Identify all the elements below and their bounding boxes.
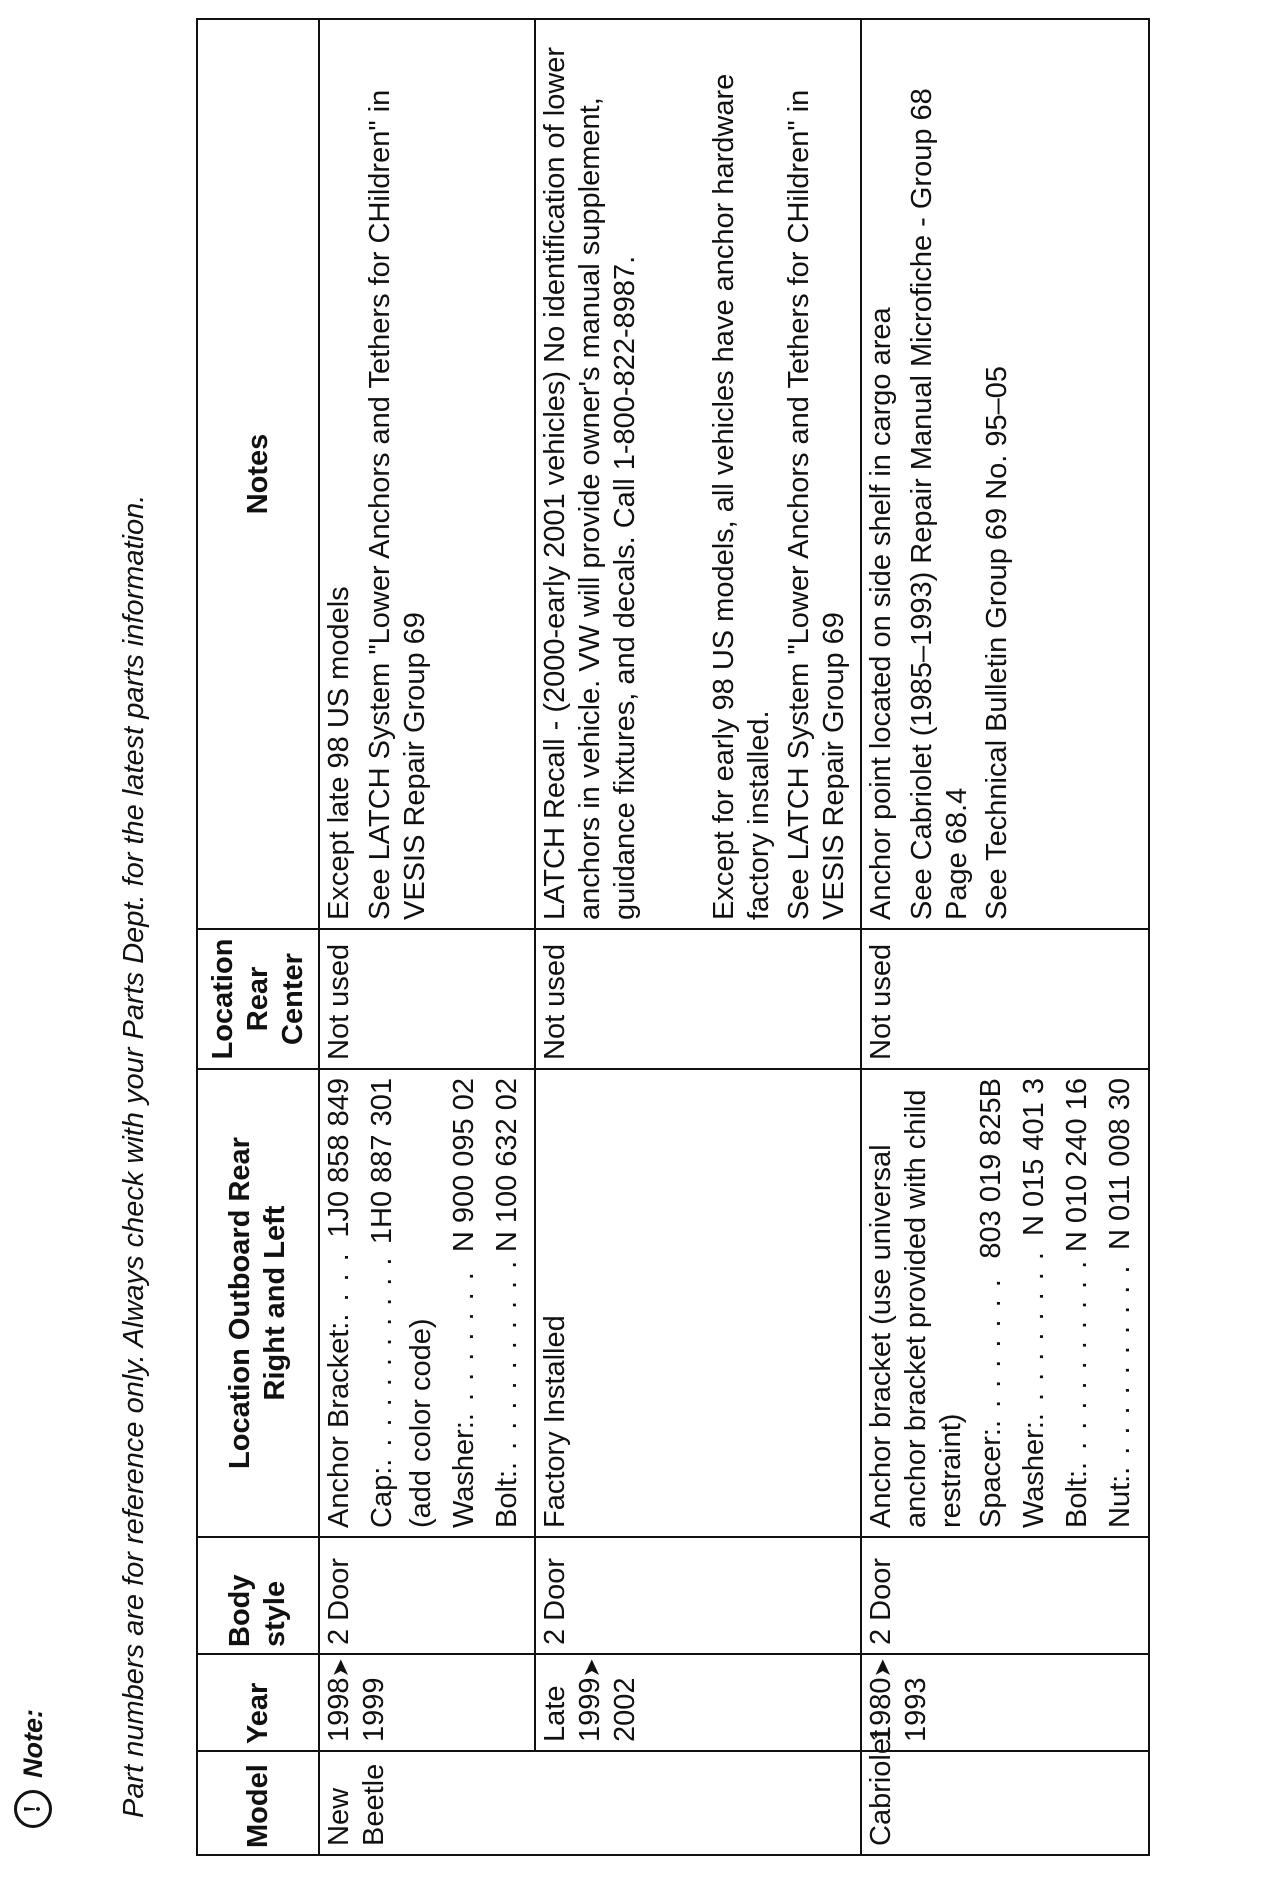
part-label: Washer: bbox=[1018, 1421, 1051, 1528]
arrow-right-icon: ➤ bbox=[868, 1658, 895, 1678]
model-cell: Cabriolet bbox=[861, 1751, 1149, 1855]
part-number: N 015 401 3 bbox=[1018, 1078, 1051, 1237]
note-header bbox=[14, 1709, 52, 1828]
part-number: N 011 008 30 bbox=[1103, 1078, 1136, 1250]
part-note: (add color code) bbox=[404, 1318, 437, 1528]
part-line bbox=[447, 1078, 482, 1528]
table-row bbox=[861, 19, 1149, 1855]
center-location-cell: Not used bbox=[535, 929, 861, 1069]
part-line bbox=[1103, 1078, 1138, 1528]
notes-cell bbox=[535, 19, 861, 929]
part-line bbox=[1060, 1078, 1095, 1528]
anchor-parts-table bbox=[196, 18, 1150, 1856]
year-end: 1993 bbox=[899, 1677, 932, 1742]
part-line bbox=[365, 1078, 400, 1528]
leader-dots bbox=[1060, 1258, 1095, 1470]
outboard-cell bbox=[535, 1069, 861, 1537]
part-line bbox=[490, 1078, 525, 1528]
year-cell bbox=[535, 1654, 861, 1751]
leader-dots bbox=[365, 1250, 400, 1467]
leader-dots bbox=[974, 1265, 1009, 1428]
part-label: Nut: bbox=[1103, 1474, 1136, 1528]
note-paragraph: See LATCH System "Lower Anchors and Tethers for CHildren" in VESIS Repair Group 69 bbox=[364, 89, 431, 920]
leader-dots bbox=[322, 1244, 357, 1322]
header-year: Year bbox=[197, 1654, 319, 1751]
table-row bbox=[319, 19, 535, 1855]
note-paragraph: Except late 98 US models bbox=[323, 586, 356, 920]
leader-dots bbox=[447, 1258, 482, 1421]
part-number: N 900 095 02 bbox=[447, 1078, 480, 1253]
part-label: Bolt: bbox=[490, 1469, 523, 1528]
notes-cell bbox=[861, 19, 1149, 929]
year-start: Late 1999 bbox=[539, 1677, 607, 1742]
year-cell bbox=[319, 1654, 535, 1751]
leader-dots bbox=[1017, 1242, 1052, 1421]
note-paragraph: LATCH Recall - (2000-early 2001 vehicles) No identification of lower anchors in vehicle. VW will provide owner's manual supplement, guidance fixtures, and decals. Call 1-800-822-8987. bbox=[539, 46, 641, 920]
notes-spacer bbox=[649, 28, 707, 920]
year-start: 1980 bbox=[864, 1677, 897, 1742]
note-paragraph: See Technical Bulletin Group 69 No. 95–05 bbox=[981, 365, 1014, 920]
body-style-cell: 2 Door bbox=[319, 1537, 535, 1654]
table-body bbox=[319, 19, 1148, 1855]
header-center-location: Location Rear Center bbox=[197, 929, 319, 1069]
note-paragraph: See Cabriolet (1985–1993) Repair Manual Microfiche - Group 68 Page 68.4 bbox=[905, 88, 973, 920]
part-line bbox=[322, 1078, 357, 1528]
model-cell bbox=[535, 1751, 861, 1855]
year-end: 2002 bbox=[608, 1677, 641, 1742]
info-circle-icon: ! bbox=[14, 1790, 52, 1828]
part-line bbox=[974, 1078, 1009, 1528]
note-paragraph: Anchor point located on side shelf in cargo area bbox=[864, 307, 897, 920]
body-style-cell: 2 Door bbox=[861, 1537, 1149, 1654]
header-notes: Notes bbox=[197, 19, 319, 929]
part-label: Anchor Bracket: bbox=[323, 1321, 356, 1528]
outboard-intro: Anchor bracket (use universal anchor bracket provided with child restraint) bbox=[864, 1089, 967, 1528]
note-paragraph: Except for early 98 US models, all vehicles have anchor hardware factory installed. bbox=[707, 73, 775, 920]
model-cell: New Beetle bbox=[319, 1751, 535, 1855]
notes-cell bbox=[319, 19, 535, 929]
arrow-right-icon: ➤ bbox=[578, 1658, 605, 1678]
center-location-cell: Not used bbox=[861, 929, 1149, 1069]
part-number: 1J0 858 849 bbox=[323, 1078, 356, 1238]
header-body-style: Body style bbox=[197, 1537, 319, 1654]
outboard-cell bbox=[861, 1069, 1149, 1537]
year-cell bbox=[861, 1654, 1149, 1751]
body-style-cell: 2 Door bbox=[535, 1537, 861, 1654]
part-number: 803 019 825B bbox=[975, 1078, 1008, 1259]
outboard-intro: Factory Installed bbox=[539, 1315, 572, 1528]
part-number: N 100 632 02 bbox=[490, 1078, 523, 1253]
part-number: 1H0 887 301 bbox=[366, 1078, 399, 1245]
table-row bbox=[535, 19, 861, 1855]
note-label: Note: bbox=[17, 1709, 48, 1778]
year-start: 1998 bbox=[323, 1677, 356, 1742]
note-paragraph: See LATCH System "Lower Anchors and Tethers for CHildren" in VESIS Repair Group 69 bbox=[783, 89, 851, 920]
table-header-row bbox=[197, 19, 319, 1855]
arrow-right-icon: ➤ bbox=[327, 1658, 354, 1678]
outboard-cell bbox=[319, 1069, 535, 1537]
disclaimer-text: Part numbers are for reference only. Always check with your Parts Dept. for the latest parts information. bbox=[118, 494, 150, 1818]
part-label: Washer: bbox=[447, 1421, 480, 1528]
leader-dots bbox=[1103, 1256, 1138, 1475]
header-model: Model bbox=[197, 1751, 319, 1855]
header-outboard-location: Location Outboard Rear Right and Left bbox=[197, 1069, 319, 1537]
part-label: Bolt: bbox=[1060, 1469, 1093, 1528]
part-label: Cap: bbox=[366, 1466, 399, 1528]
part-label: Spacer: bbox=[975, 1428, 1008, 1528]
year-end: 1999 bbox=[358, 1677, 391, 1742]
leader-dots bbox=[490, 1258, 525, 1470]
part-number: N 010 240 16 bbox=[1060, 1078, 1093, 1253]
center-location-cell: Not used bbox=[319, 929, 535, 1069]
part-line bbox=[1017, 1078, 1052, 1528]
